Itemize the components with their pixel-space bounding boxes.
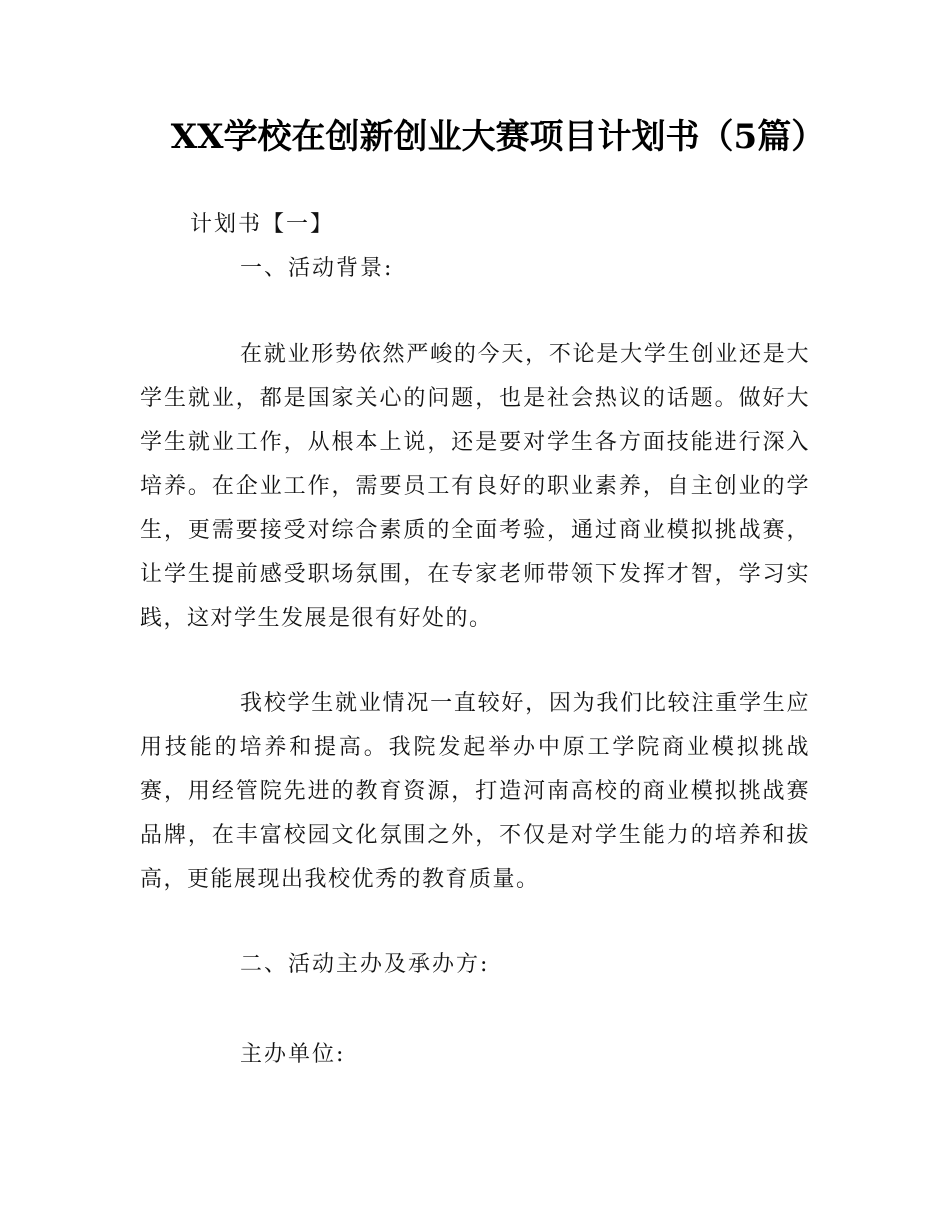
document-title: XX学校在创新创业大赛项目计划书（5篇） xyxy=(170,117,826,157)
section-heading-organizers: 二、活动主办及承办方: xyxy=(240,952,490,977)
organizer-label: 主办单位: xyxy=(240,1042,346,1067)
plan-label: 计划书【一】 xyxy=(190,212,335,237)
section-heading-background: 一、活动背景: xyxy=(240,256,394,281)
paragraph-employment: 我校学生就业情况一直较好，因为我们比较注重学生应用技能的培养和提高。我院发起举办中原工学院商业模拟挑战赛，用经管院先进的教育资源，打造河南高校的商业模拟挑战赛品牌，在丰富校园文化氛围之外，不仅是对学生能力的培养和拔高，更能展现出我校优秀的教育质量。 xyxy=(140,691,810,892)
paragraph-background: 在就业形势依然严峻的今天，不论是大学生创业还是大学生就业，都是国家关心的问题，也是社会热议的话题。做好大学生就业工作，从根本上说，还是要对学生各方面技能进行深入培养。在企业工作，需要员工有良好的职业素养，自主创业的学生，更需要接受对综合素质的全面考验，通过商业模拟挑战赛，让学生提前感受职场氛围，在专家老师带领下发挥才智，学习实践，这对学生发展是很有好处的。 xyxy=(140,342,810,631)
